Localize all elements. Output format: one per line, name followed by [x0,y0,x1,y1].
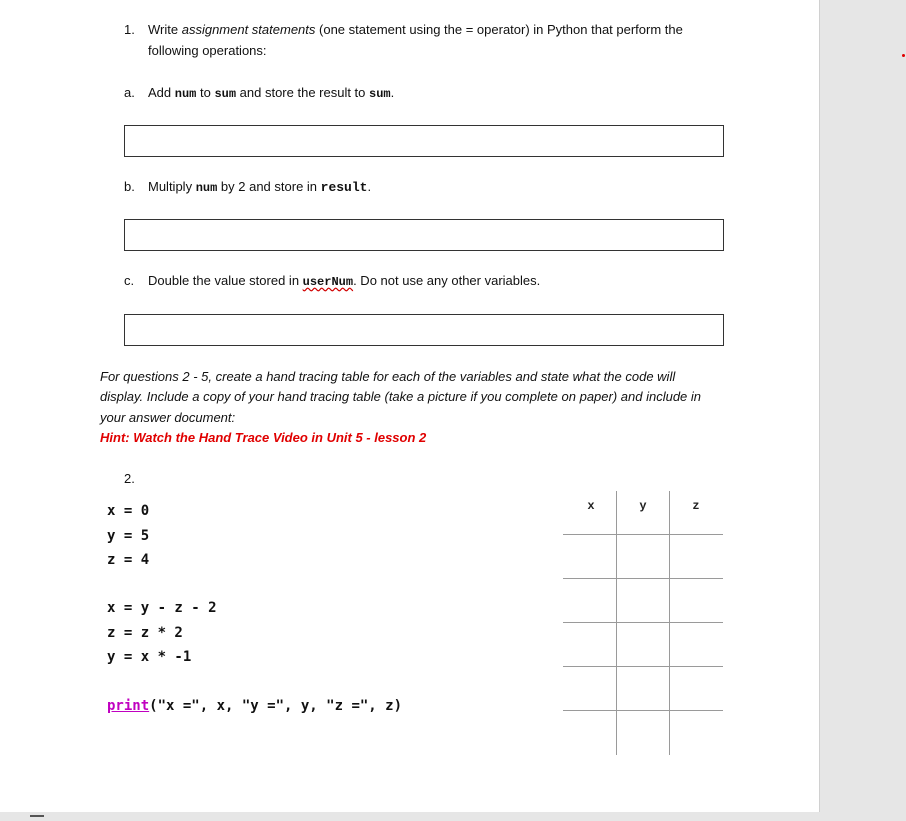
question-2-number: 2. [124,471,135,486]
red-marker [902,54,905,57]
instructions-line-1: For questions 2 - 5, create a hand tracing table for each of the variables and state what the code will [100,369,676,384]
part-b-text: Multiply num by 2 and store in result. [148,179,372,195]
trace-divider [616,491,617,755]
instructions-line-3: your answer document: [100,410,236,425]
code-line-1: x = 0 [107,503,150,519]
trace-row-line [563,666,723,667]
trace-table [563,491,723,755]
question-1-line-1: Write assignment statements (one statement using the = operator) in Python that perform the [148,22,683,37]
part-c-text: Double the value stored in userNum. Do not use any other variables. [148,273,541,289]
trace-row-line [563,622,723,623]
bottom-edge-mark [30,815,44,817]
instructions-line-2: display. Include a copy of your hand tracing table (take a picture if you complete on paper) and include in [100,389,702,404]
answer-box-a[interactable] [124,125,724,157]
question-1-number: 1. [124,22,135,37]
code-line-5: z = z * 2 [107,625,183,641]
code-line-6: y = x * -1 [107,649,192,665]
print-arguments: ("x =", x, "y =", y, "z =", z) [149,698,403,714]
question-1-line-2: following operations: [148,43,267,58]
trace-header-z: z [692,499,700,513]
answer-box-c[interactable] [124,314,724,346]
code-line-2: y = 5 [107,528,150,544]
code-line-3: z = 4 [107,552,150,568]
trace-header-y: y [639,499,647,513]
trace-row-line [563,578,723,579]
code-print-line [107,697,402,715]
part-a-letter: a. [124,85,135,100]
part-b-letter: b. [124,179,135,194]
print-keyword: print [107,698,150,714]
answer-box-b[interactable] [124,219,724,251]
part-c-letter: c. [124,273,135,288]
trace-row-line [563,534,723,535]
part-a-text: Add num to sum and store the result to sum. [148,85,395,101]
trace-row-line [563,710,723,711]
trace-header-x: x [587,499,595,513]
trace-divider [669,491,670,755]
hint-text: Hint: Watch the Hand Trace Video in Unit 5 - lesson 2 [100,430,427,445]
code-line-4: x = y - z - 2 [107,600,217,616]
